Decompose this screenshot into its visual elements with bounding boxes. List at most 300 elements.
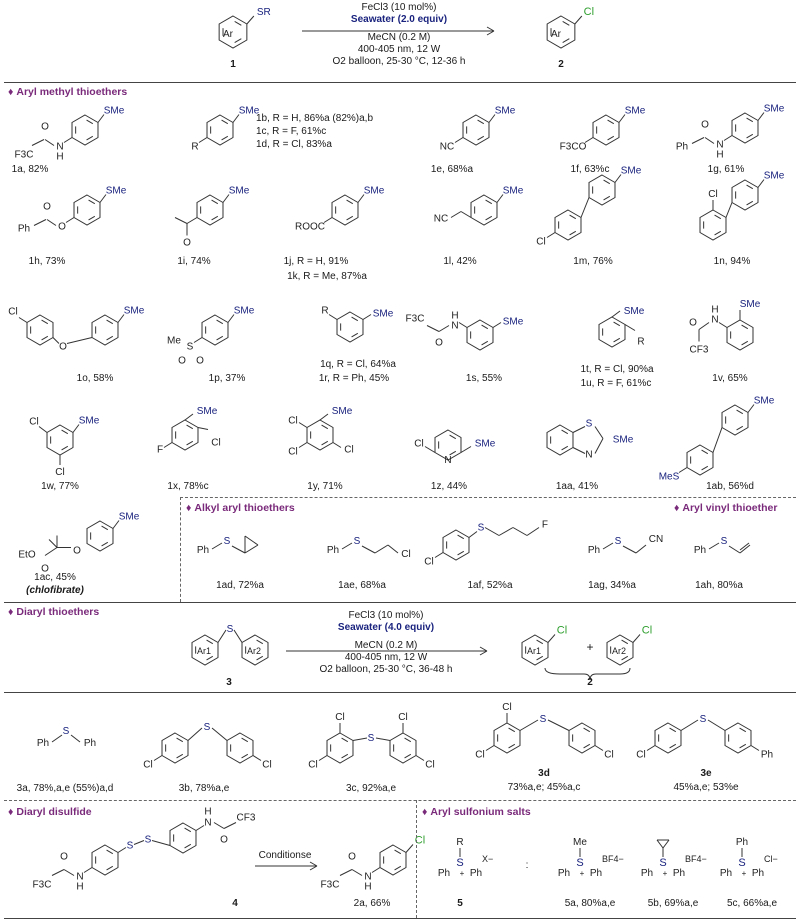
n-atom: N [585, 449, 593, 461]
aromatic-bond [486, 200, 492, 204]
yield-2a: 2a, 66% [353, 898, 391, 909]
aromatic-bond [747, 118, 753, 122]
aromatic-bond [342, 738, 348, 742]
aromatic-bond [107, 850, 113, 854]
bond [196, 826, 204, 831]
bond [198, 428, 208, 430]
sme-group: SMe [372, 308, 394, 320]
yield-5b: 5b, 69%a,e [647, 898, 699, 909]
bond [375, 545, 388, 553]
aromatic-bond [89, 216, 95, 220]
bond [53, 338, 59, 344]
bond [573, 448, 585, 454]
ph-group: Ph [760, 749, 774, 761]
h-atom: H [451, 310, 459, 322]
yield-1w: 1w, 77% [41, 481, 79, 492]
aromatic-bond [242, 738, 248, 742]
aromatic-bond [486, 216, 492, 220]
cl-atom: Cl [55, 467, 65, 478]
divider [4, 918, 796, 919]
aromatic-bond [87, 120, 93, 124]
aromatic-bond [482, 341, 488, 345]
sme-group: SMe [753, 395, 775, 407]
condition-light: 400-405 nm, 12 W [344, 652, 428, 663]
bond [595, 427, 603, 439]
aromatic-bond [604, 196, 610, 200]
n-atom: N [56, 141, 64, 153]
arrow-head [487, 31, 494, 35]
s-atom: S [126, 840, 134, 852]
aromatic-bond [62, 430, 68, 434]
aromatic-bond [107, 336, 113, 340]
n-atom: N [451, 320, 459, 332]
bond [625, 325, 635, 331]
yield-3b: 3b, 78%a,e [178, 783, 230, 794]
sme-group: SMe [502, 185, 524, 197]
yield-1ae: 1ae, 68%a [338, 580, 386, 591]
yield-1q: 1q, R = Cl, 64%a [320, 359, 396, 370]
bond [175, 218, 187, 224]
condition-catalyst: FeCl3 (10 mol%) [361, 2, 437, 13]
bond [719, 323, 727, 328]
aromatic-bond [207, 640, 213, 644]
yield-1v: 1v, 65% [712, 373, 748, 384]
aromatic-bond [702, 450, 708, 454]
sme-group: SMe [331, 406, 353, 417]
bond [636, 545, 646, 553]
s-atom: S [62, 726, 70, 737]
aromatic-bond [478, 120, 484, 124]
sme-group: SMe [502, 316, 524, 328]
aromatic-bond [747, 134, 753, 138]
bond [52, 735, 62, 742]
r-group: R [321, 305, 329, 317]
bond [352, 870, 362, 876]
sme-group: SMe [103, 105, 125, 117]
o-atom: O [43, 201, 51, 213]
aromatic-bond [563, 39, 570, 43]
yield-3d: 73%a,e; 45%a,c [507, 782, 581, 793]
sme-group: SMe [624, 105, 646, 117]
ar1-label: Ar1 [196, 646, 212, 656]
bond [493, 323, 501, 328]
sme-group: SMe [474, 438, 496, 450]
condition-catalyst: FeCl3 (10 mol%) [348, 610, 424, 621]
n-atom: N [716, 139, 724, 151]
counterion: BF4− [685, 854, 707, 864]
yield-1o: 1o, 58% [76, 373, 114, 384]
bond [154, 756, 162, 761]
aromatic-bond [458, 535, 464, 539]
s-atom: S [367, 733, 375, 744]
cl-atom: Cl [424, 556, 434, 568]
yield-1n: 1n, 94% [713, 256, 751, 267]
s-atom: S [144, 834, 152, 846]
yield-3e: 45%a,e; 53%e [673, 782, 739, 793]
yield-1u: 1u, R = F, 61%c [580, 378, 652, 389]
aromatic-bond [187, 425, 193, 429]
bond [152, 841, 170, 846]
yield-1e: 1e, 68%a [430, 164, 474, 175]
sme-group: SMe [763, 103, 785, 115]
arrow-head [310, 866, 317, 870]
bond [64, 138, 72, 143]
o-atom: O [348, 851, 356, 863]
o-atom: O [183, 237, 191, 249]
n-atom: N [711, 314, 719, 326]
aromatic-bond [62, 446, 68, 450]
bond [49, 540, 57, 548]
aromatic-bond [185, 828, 191, 832]
sme-group: SMe [228, 185, 250, 197]
bond [187, 218, 197, 224]
bond [340, 870, 352, 876]
aromatic-bond [102, 526, 108, 530]
yield-1ag: 1ag, 34%a [588, 580, 636, 591]
charge: + [459, 869, 465, 878]
sme-group: SMe [739, 299, 761, 310]
ph-group: Ph [751, 868, 765, 879]
yield-3c: 3c, 92%a,e [345, 783, 397, 794]
cl-atom: Cl [401, 549, 411, 560]
condition-solvent: MeCN (0.2 M) [354, 640, 418, 651]
bond [253, 756, 261, 761]
colon: : [525, 860, 529, 871]
aromatic-bond [737, 410, 743, 414]
yield-1y: 1y, 71% [307, 481, 343, 492]
yield-1ah: 1ah, 80%a [695, 580, 743, 591]
counterion: BF4− [602, 854, 624, 864]
bond [647, 746, 655, 751]
cf3-group: F3C [14, 149, 34, 161]
condition-atmosphere: O2 balloon, 25-30 °C, 36-48 h [319, 664, 453, 675]
bond [212, 543, 222, 549]
bond [324, 218, 332, 223]
sulfonium-5a-top: Me [573, 837, 587, 848]
bond [299, 443, 307, 448]
charge: + [579, 869, 585, 878]
divider [4, 82, 796, 83]
aromatic-bond [622, 656, 628, 660]
aromatic-bond [87, 136, 93, 140]
arrow-head [480, 647, 487, 651]
bond [729, 546, 740, 553]
aromatic-bond [352, 317, 358, 321]
bond [581, 198, 589, 218]
cn-group: CN [648, 534, 664, 545]
oet-group: EtO [18, 549, 36, 561]
yield-1r: 1r, R = Ph, 45% [318, 373, 390, 384]
n-atom: N [76, 871, 84, 883]
scheme2-conditions [320, 610, 453, 676]
bond [547, 233, 555, 238]
aromatic-bond [715, 215, 721, 219]
aromatic-bond [563, 21, 570, 25]
condition-light: 400-405 nm, 12 W [357, 44, 441, 55]
s-atom: S [539, 714, 547, 725]
bond [245, 536, 258, 545]
bond [66, 218, 74, 223]
condition-seawater: Seawater (2.0 equiv) [350, 14, 448, 25]
yield-1d: 1d, R = Cl, 83%a [256, 139, 332, 150]
plus-sign: + [586, 640, 594, 654]
bond [485, 528, 499, 536]
aromatic-bond [570, 215, 576, 219]
dashed-divider-vertical [180, 497, 181, 602]
s-atom: S [203, 722, 211, 733]
bond [513, 528, 527, 536]
bond [64, 870, 74, 876]
bond [224, 823, 236, 829]
bond [329, 315, 337, 320]
charge: + [741, 869, 747, 878]
bond [245, 545, 258, 553]
bond [232, 546, 245, 553]
aromatic-bond [740, 728, 746, 732]
dashed-divider [180, 497, 796, 498]
ph-group: Ph [83, 738, 97, 749]
o-atom: O [689, 317, 697, 329]
bond [486, 746, 494, 751]
bond [67, 338, 92, 344]
cl-atom: Cl [344, 444, 354, 456]
me-group: Me [167, 335, 181, 347]
yield-1a: 1a, 82% [11, 164, 49, 175]
yield-1p: 1p, 37% [208, 373, 246, 384]
sme-group: SMe [233, 305, 255, 317]
label-3e: 3e [700, 768, 712, 779]
bond [247, 16, 254, 24]
aromatic-bond [405, 754, 411, 758]
bond [45, 140, 54, 146]
bond [45, 548, 57, 556]
bond [71, 735, 80, 742]
f-atom: F [541, 519, 549, 531]
bond [32, 140, 44, 146]
bond [726, 203, 732, 218]
aromatic-bond [322, 425, 328, 429]
h-atom: H [204, 806, 212, 818]
yield-1l: 1l, 42% [443, 256, 477, 267]
s-atom: S [226, 624, 234, 635]
aromatic-bond [257, 656, 263, 660]
disulfide-conditions: Conditionse [258, 850, 312, 861]
aromatic-bond [509, 744, 515, 748]
label-4: 4 [232, 898, 238, 909]
ar1-label: Ar1 [526, 646, 542, 656]
aromatic-bond [395, 866, 401, 870]
s-atom: S [585, 418, 593, 430]
bond [439, 326, 449, 332]
ph-group: Ph [469, 868, 483, 879]
bond [199, 138, 207, 143]
cl-atom: Cl [414, 834, 426, 847]
aromatic-bond [242, 754, 248, 758]
ph-group: Ph [693, 545, 707, 556]
yield-1c: 1c, R = F, 61%c [256, 126, 327, 137]
cf3-group: F3C [405, 313, 425, 325]
aromatic-bond [747, 185, 753, 189]
h-atom: H [76, 881, 84, 893]
aromatic-bond [322, 441, 328, 445]
yield-1s: 1s, 55% [465, 373, 503, 384]
condition-atmosphere: O2 balloon, 25-30 °C, 12-36 h [332, 56, 466, 67]
cl-atom: Cl [583, 6, 595, 18]
label-3: 3 [226, 677, 232, 688]
yield-5c: 5c, 66%a,e [726, 898, 778, 909]
s-atom: S [659, 857, 667, 869]
s-atom: S [699, 714, 707, 725]
yield-1ab: 1ab, 56%d [706, 481, 754, 492]
counterion: Cl− [764, 854, 778, 864]
n-atom: N [444, 455, 452, 466]
sme-group: SMe [105, 185, 127, 197]
aromatic-bond [740, 744, 746, 748]
cl-atom: Cl [556, 624, 568, 637]
aromatic-bond [604, 180, 610, 184]
bond [34, 220, 46, 226]
name-1ac: (chlofibrate) [26, 585, 84, 596]
s-atom: S [186, 341, 194, 353]
s-atom: S [456, 857, 464, 869]
bond [372, 868, 380, 873]
aromatic-bond [42, 320, 48, 324]
arrow-head [480, 651, 487, 655]
yield-5a: 5a, 80%a,e [564, 898, 616, 909]
aromatic-bond [608, 136, 614, 140]
bond [657, 840, 663, 848]
s-atom: S [576, 857, 584, 869]
s-atom: S [353, 536, 361, 547]
sme-group: SMe [494, 105, 516, 117]
f-atom: F [156, 444, 164, 456]
ph-group: Ph [589, 868, 603, 879]
bond [212, 728, 227, 741]
ocf3-group: F3CO [559, 141, 587, 153]
aromatic-bond [222, 136, 228, 140]
ph-group: Ph [640, 868, 654, 879]
arrow-head [310, 862, 317, 866]
h-atom: H [364, 881, 372, 893]
section-title-aryl-vinyl: ♦ Aryl vinyl thioether [674, 502, 778, 514]
ph-group: Ph [196, 545, 210, 556]
cf3-group: F3C [32, 879, 52, 891]
aromatic-bond [347, 216, 353, 220]
bond [39, 427, 47, 433]
n-atom: N [204, 817, 212, 829]
bond [595, 439, 603, 454]
aromatic-bond [584, 744, 590, 748]
label-2: 2 [558, 59, 564, 70]
sme-group: SMe [78, 415, 100, 427]
bond [573, 427, 585, 433]
cn-group: NC [433, 213, 449, 225]
aromatic-bond [342, 754, 348, 758]
bond [353, 738, 367, 741]
aromatic-bond [185, 844, 191, 848]
cl-atom: Cl [143, 759, 153, 771]
bond [406, 845, 413, 853]
condition-seawater: Seawater (4.0 equiv) [337, 622, 435, 633]
cl-atom: Cl [414, 438, 424, 450]
yield-1b: 1b, R = H, 86%a (82%)a,b [256, 113, 374, 124]
cf3-group: F3C [320, 879, 340, 891]
o-atom: O [196, 355, 204, 367]
bond [47, 220, 56, 226]
bond [595, 746, 603, 751]
aromatic-bond [107, 866, 113, 870]
section-title-disulfide: ♦ Diaryl disulfide [8, 806, 92, 818]
o-atom: O [59, 341, 67, 353]
aromatic-bond [478, 136, 484, 140]
label-1: 1 [230, 59, 236, 70]
s-atom: S [720, 536, 728, 547]
n-atom: N [364, 871, 372, 883]
cl-atom: Cl [288, 446, 298, 458]
aromatic-bond [352, 333, 358, 337]
aromatic-bond [584, 728, 590, 732]
ph-group: Ph [326, 545, 340, 556]
bond [363, 315, 371, 320]
cf3-group: CF3 [689, 344, 709, 356]
bond [709, 543, 719, 549]
section-title-sulfonium: ♦ Aryl sulfonium salts [422, 806, 531, 818]
bond [679, 468, 687, 473]
aromatic-bond [509, 728, 515, 732]
ph-group: Ph [36, 738, 50, 749]
section-title-alkyl-aryl: ♦ Alkyl aryl thioethers [186, 502, 295, 514]
bond [455, 138, 463, 143]
ph-group: Ph [719, 868, 733, 879]
yield-1g: 1g, 61% [707, 164, 745, 175]
aromatic-bond [177, 754, 183, 758]
cooR-group: ROOC [295, 221, 326, 233]
yield-1x: 1x, 78%c [167, 481, 209, 492]
bond [459, 323, 467, 328]
cl-atom: Cl [308, 759, 318, 771]
aromatic-bond [217, 336, 223, 340]
o-atom: O [220, 834, 228, 846]
bond [134, 841, 144, 845]
h-atom: H [711, 304, 719, 316]
bond [376, 738, 390, 741]
aromatic-bond [222, 120, 228, 124]
cl-atom: Cl [502, 702, 512, 713]
aromatic-bond [102, 542, 108, 546]
bond [214, 823, 224, 829]
ph-group: Ph [675, 141, 689, 153]
bond [751, 746, 759, 751]
aromatic-bond [702, 466, 708, 470]
yield-1k: 1k, R = Me, 87%a [287, 271, 367, 282]
aromatic-bond [737, 426, 743, 430]
ph-group: Ph [437, 868, 451, 879]
aromatic-bond [614, 338, 620, 342]
sme-group: SMe [623, 306, 645, 317]
aromatic-bond [670, 744, 676, 748]
aromatic-bond [395, 850, 401, 854]
dashed-divider [4, 800, 796, 801]
bond [681, 720, 698, 731]
label-3d: 3d [538, 768, 550, 779]
aromatic-bond [570, 231, 576, 235]
cf3-group: CF3 [236, 812, 256, 824]
aromatic-bond [537, 656, 543, 660]
sulfonium-5-top: R [456, 837, 464, 848]
aromatic-bond [622, 640, 628, 644]
yield-1af: 1af, 52%a [467, 580, 513, 591]
aromatic-bond [458, 551, 464, 555]
